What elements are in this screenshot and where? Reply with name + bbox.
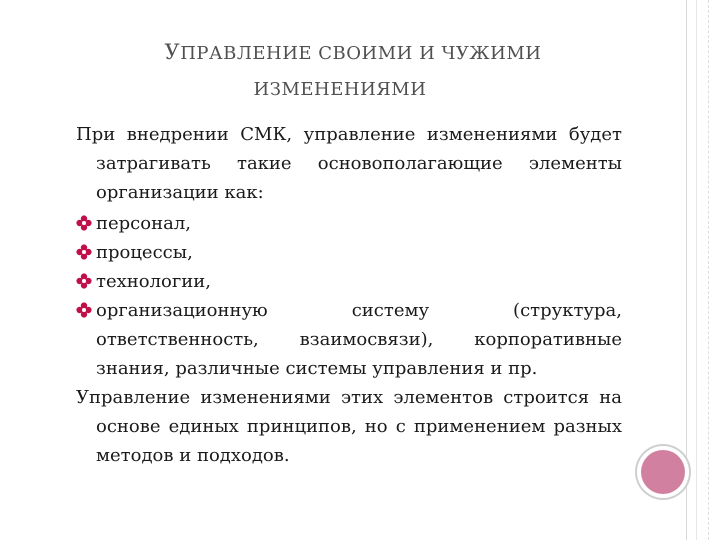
intro-paragraph: При внедрении СМК, управление изменениями будет затрагивать такие основополагающие элементы организации как: [76, 124, 622, 203]
bullet-text: процессы, [96, 242, 193, 263]
title-initial: У [164, 40, 181, 64]
flower-bullet-icon [76, 215, 92, 231]
flower-bullet-icon [76, 244, 92, 260]
flower-bullet-icon [76, 273, 92, 289]
list-item [76, 238, 622, 267]
title-line-2: ИЗМЕНЕНИЯМИ [253, 79, 427, 100]
list-item [76, 209, 622, 238]
right-margin-rule [686, 0, 687, 540]
bullet-text: технологии, [96, 271, 212, 292]
right-margin-rule [696, 0, 697, 540]
outro-paragraph: Управление изменениями этих элементов строится на основе единых принципов, но с применением разных методов и подходов. [76, 387, 622, 466]
right-margin-rule [708, 0, 709, 540]
list-item [76, 296, 622, 383]
list-item [76, 267, 622, 296]
bullet-list [76, 209, 622, 383]
flower-bullet-icon [76, 302, 92, 318]
slide-body [76, 120, 622, 472]
title-line-1 [0, 34, 680, 72]
bullet-text: организационную систему (структура, ответственность, взаимосвязи), корпоративные знания, различные системы управления и пр. [96, 300, 622, 379]
decorative-circle [641, 450, 685, 494]
title-line-1-rest: ПРАВЛЕНИЕ СВОИМИ И ЧУЖИМИ [180, 43, 542, 64]
bullet-text: персонал, [96, 213, 191, 234]
slide-title [0, 34, 680, 108]
